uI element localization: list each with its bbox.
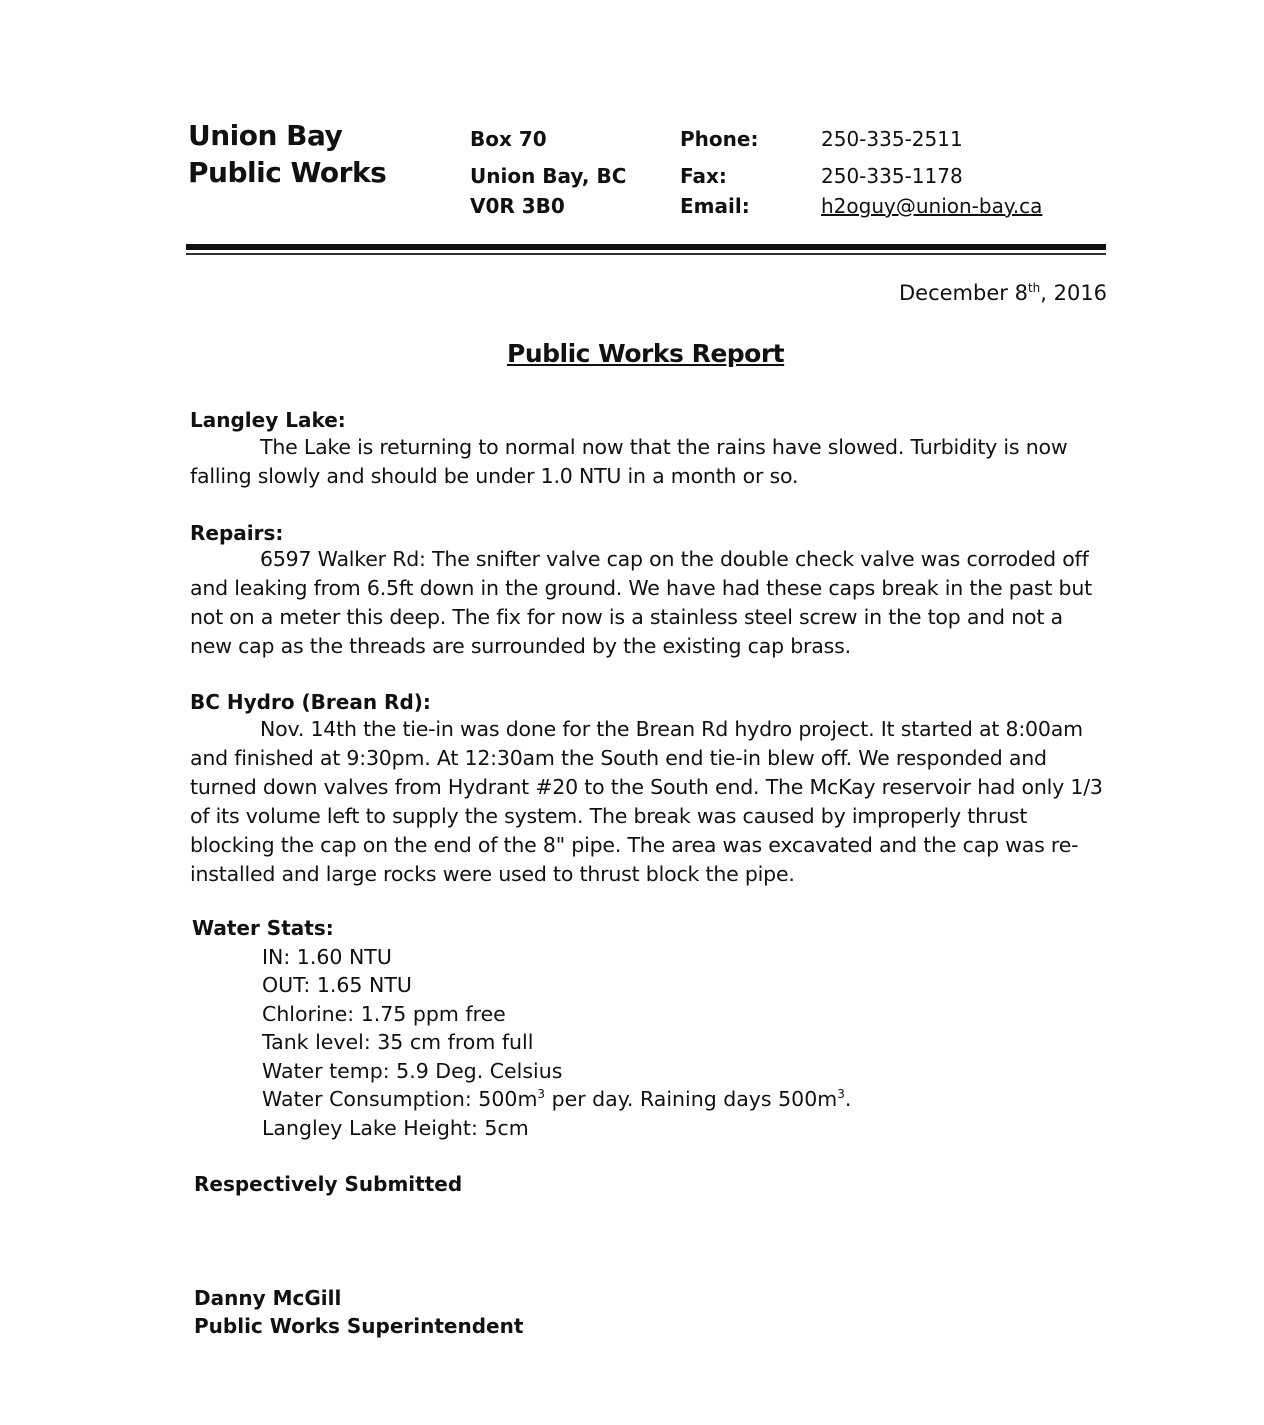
address-line2: Union Bay, BC xyxy=(470,164,627,188)
section-heading-hydro: BC Hydro (Brean Rd): xyxy=(190,690,431,714)
address-line3: V0R 3B0 xyxy=(470,194,565,218)
hydro-text: Nov. 14th the tie-in was done for the Brean Rd hydro project. It started at 8:00am and finished at 9:30pm. At 12:30am the South end tie-in blew off. We responded and turned down valves from Hydrant #20 to the South end. The McKay reservoir had only 1/3 of its volume left to supply the system. The break was caused by improperly thrust blocking the cap on the end of the 8" pipe. The area was excavated and the cap was re-installed and large rocks were used to thrust block the pipe. xyxy=(190,717,1103,886)
email-label: Email: xyxy=(680,194,750,218)
header-divider-thin xyxy=(186,253,1106,255)
fax-label: Fax: xyxy=(680,164,727,188)
repairs-text: 6597 Walker Rd: The snifter valve cap on the double check valve was corroded off and leaking from 6.5ft down in the ground. We have had these caps break in the past but not on a meter this deep. The fix for now is a stainless steel screw in the top and not a new cap as the threads are surrounded by the existing cap brass. xyxy=(190,547,1092,658)
stat-tank-level: Tank level: 35 cm from full xyxy=(262,1030,534,1054)
section-body-langley xyxy=(190,433,1110,491)
langley-text: The Lake is returning to normal now that the rains have slowed. Turbidity is now falling slowly and should be under 1.0 NTU in a month or so. xyxy=(190,435,1068,488)
section-body-repairs xyxy=(190,545,1110,661)
consumption-part-a: Water Consumption: 500m xyxy=(262,1087,538,1111)
closing-submitted: Respectively Submitted xyxy=(194,1172,463,1196)
org-name-line2: Public Works xyxy=(188,156,387,189)
report-title: Public Works Report xyxy=(507,339,785,368)
org-name-line1: Union Bay xyxy=(188,119,343,152)
stat-chlorine: Chlorine: 1.75 ppm free xyxy=(262,1002,506,1026)
header-divider-thick xyxy=(186,244,1106,250)
consumption-sup1: 3 xyxy=(537,1087,546,1102)
date-year: , 2016 xyxy=(1040,281,1108,305)
phone-label: Phone: xyxy=(680,127,759,151)
consumption-sup2: 3 xyxy=(837,1087,845,1102)
report-date xyxy=(899,281,1107,305)
stat-out: OUT: 1.65 NTU xyxy=(262,973,412,997)
signer-name: Danny McGill xyxy=(194,1286,342,1310)
section-heading-langley: Langley Lake: xyxy=(190,408,346,432)
consumption-part-b: per day. Raining days 500m xyxy=(545,1087,838,1111)
signer-role: Public Works Superintendent xyxy=(194,1314,524,1338)
section-heading-repairs: Repairs: xyxy=(190,521,284,545)
date-suffix: th xyxy=(1027,281,1041,295)
stat-lake-height: Langley Lake Height: 5cm xyxy=(262,1116,529,1140)
section-heading-water-stats: Water Stats: xyxy=(192,916,334,940)
stat-in: IN: 1.60 NTU xyxy=(262,945,392,969)
fax-value: 250-335-1178 xyxy=(821,164,963,188)
date-month-day: December 8 xyxy=(899,281,1028,305)
stat-water-temp: Water temp: 5.9 Deg. Celsius xyxy=(262,1059,563,1083)
stat-water-consumption xyxy=(262,1085,851,1114)
address-line1: Box 70 xyxy=(470,127,547,151)
consumption-part-c: . xyxy=(844,1087,852,1111)
email-link[interactable]: h2oguy@union-bay.ca xyxy=(821,194,1043,218)
section-body-hydro xyxy=(190,715,1110,889)
phone-value: 250-335-2511 xyxy=(821,127,963,151)
